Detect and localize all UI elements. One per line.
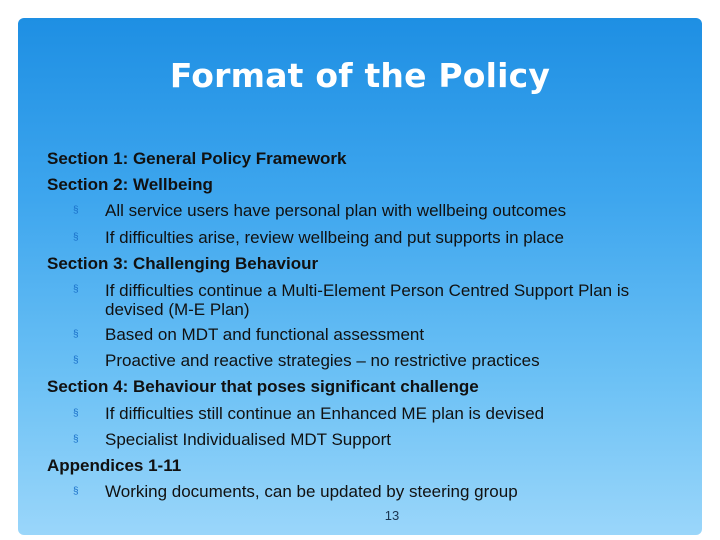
square-bullet-icon: § bbox=[73, 355, 79, 367]
section-heading-3: Section 3: Challenging Behaviour bbox=[47, 253, 319, 273]
square-bullet-icon: § bbox=[73, 231, 79, 243]
section-heading-appendices: Appendices 1-11 bbox=[47, 456, 182, 476]
bullet-item bbox=[47, 401, 707, 427]
square-bullet-icon: § bbox=[73, 433, 79, 445]
bullet-text: Specialist Individualised MDT Support bbox=[105, 429, 391, 449]
bullet-item bbox=[47, 427, 707, 453]
square-bullet-icon: § bbox=[73, 486, 79, 498]
bullet-text: If difficulties arise, review wellbeing and put supports in place bbox=[105, 227, 564, 247]
square-bullet-icon: § bbox=[73, 329, 79, 341]
page-number: 13 bbox=[384, 508, 400, 523]
square-bullet-icon: § bbox=[73, 205, 79, 217]
bullet-item bbox=[47, 479, 707, 505]
bullet-item bbox=[47, 198, 707, 224]
section-heading-4: Section 4: Behaviour that poses significant challenge bbox=[47, 377, 479, 397]
slide-content bbox=[47, 146, 707, 505]
bullet-item bbox=[47, 348, 707, 374]
bullet-text: Proactive and reactive strategies – no restrictive practices bbox=[105, 351, 540, 371]
section-heading-2: Section 2: Wellbeing bbox=[47, 175, 213, 195]
bullet-text: If difficulties still continue an Enhanced ME plan is devised bbox=[105, 403, 545, 423]
bullet-text: All service users have personal plan with wellbeing outcomes bbox=[105, 201, 567, 221]
section-heading-1: Section 1: General Policy Framework bbox=[47, 149, 347, 168]
slide-title: Format of the Policy bbox=[169, 56, 551, 95]
bullet-text: If difficulties continue a Multi-Element Person Centred Support Plan is devised (M-E Plan) bbox=[105, 281, 630, 320]
square-bullet-icon: § bbox=[73, 407, 79, 419]
bullet-item bbox=[47, 225, 707, 251]
square-bullet-icon: § bbox=[73, 284, 79, 296]
bullet-text: Working documents, can be updated by steering group bbox=[105, 482, 518, 502]
bullet-item bbox=[47, 277, 707, 322]
bullet-text: Based on MDT and functional assessment bbox=[105, 325, 425, 345]
bullet-item bbox=[47, 322, 707, 348]
